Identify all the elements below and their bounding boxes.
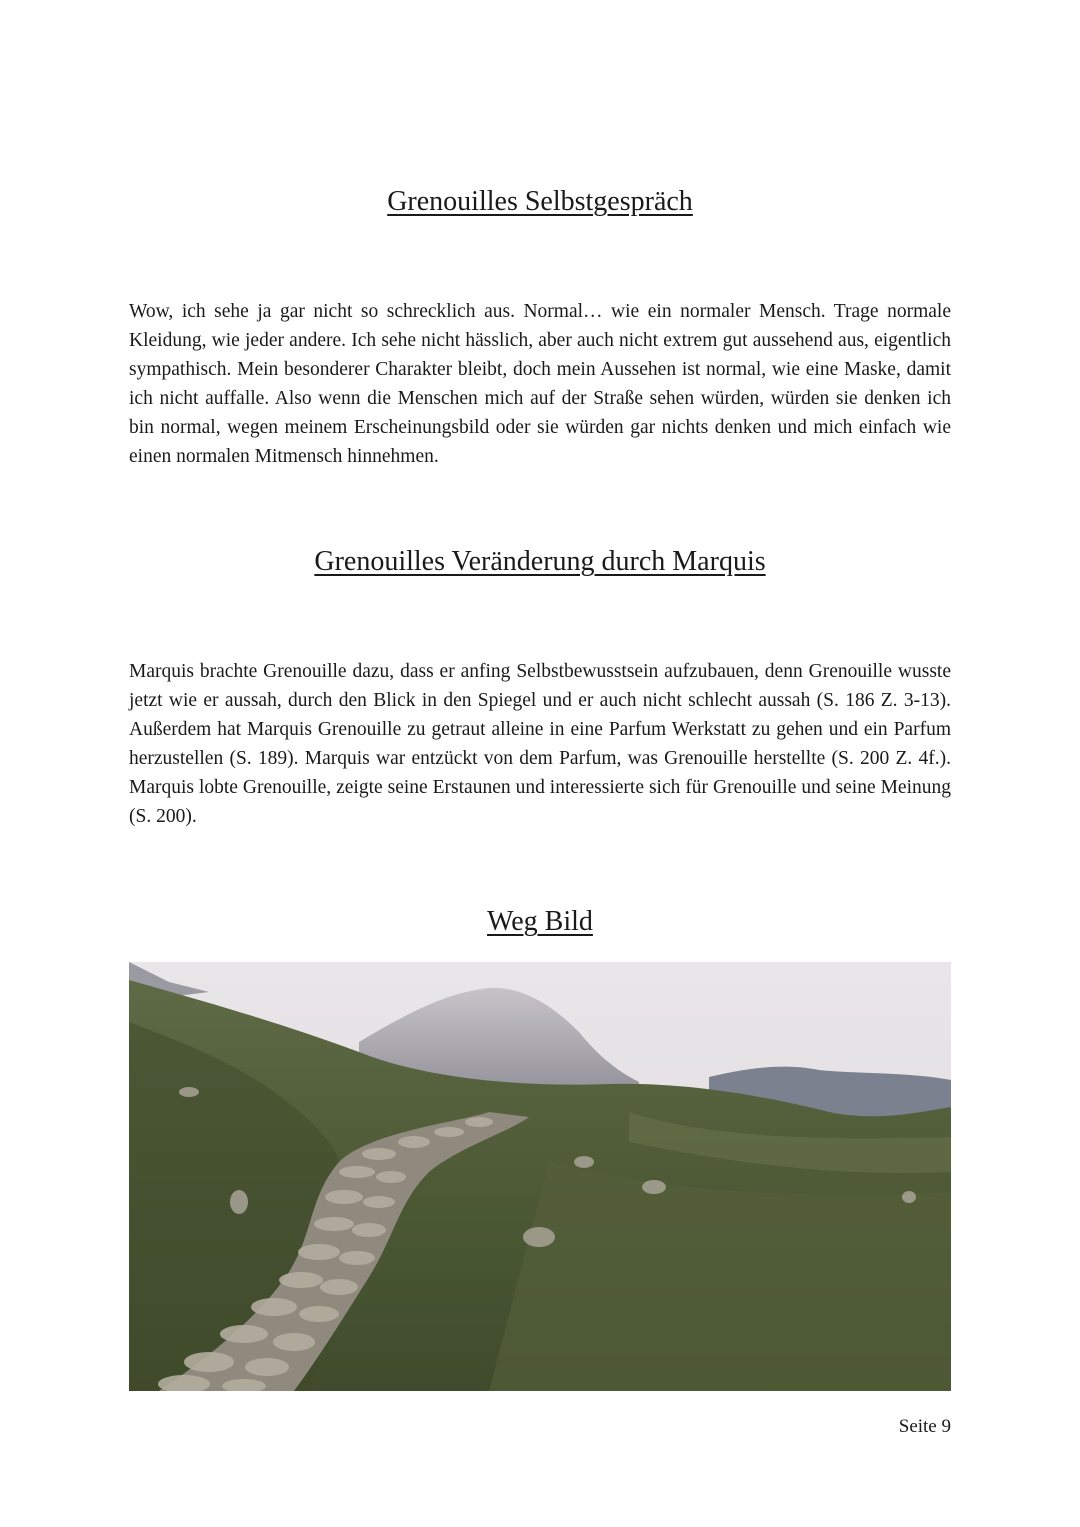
section-heading-selbstgespraech: Grenouilles Selbstgespräch	[387, 186, 693, 217]
landscape-photo-icon	[129, 962, 951, 1391]
section-paragraph-veraenderung: Marquis brachte Grenouille dazu, dass er anfing Selbstbewusstsein aufzubauen, denn Grenouille wusste jetzt wie er aussah, durch den Blick in den Spiegel und er auch nicht schlecht aussah (S. 186 Z. 3-13). Außerdem hat Marquis Grenouille zu getraut alleine in eine Parfum Werkstatt zu gehen und ein Parfum herzustellen (S. 189). Marquis war entzückt von dem Parfum, was Grenouille herstellte (S. 200 Z. 4f.). Marquis lobte Grenouille, zeigte seine Erstaunen und interessierte sich für Grenouille und seine Meinung (S. 200).	[129, 661, 951, 827]
section-heading-veraenderung: Grenouilles Veränderung durch Marquis	[314, 546, 766, 577]
section-heading-weg-bild: Weg Bild	[487, 906, 593, 937]
page-number: Seite 9	[898, 1416, 951, 1437]
section-paragraph-selbstgespraech: Wow, ich sehe ja gar nicht so schrecklich aus. Normal… wie ein normaler Mensch. Trage normale Kleidung, wie jeder andere. Ich sehe nicht hässlich, aber auch nicht extrem gut aussehend aus, eigentlich sympathisch. Mein besonderer Charakter bleibt, doch mein Aussehen ist normal, wie eine Maske, damit ich nicht auffalle. Also wenn die Menschen mich auf der Straße sehen würden, würden sie denken ich bin normal, wegen meinem Erscheinungsbild oder sie würden gar nichts denken und mich einfach wie einen normalen Mitmensch hinnehmen.	[129, 301, 951, 467]
